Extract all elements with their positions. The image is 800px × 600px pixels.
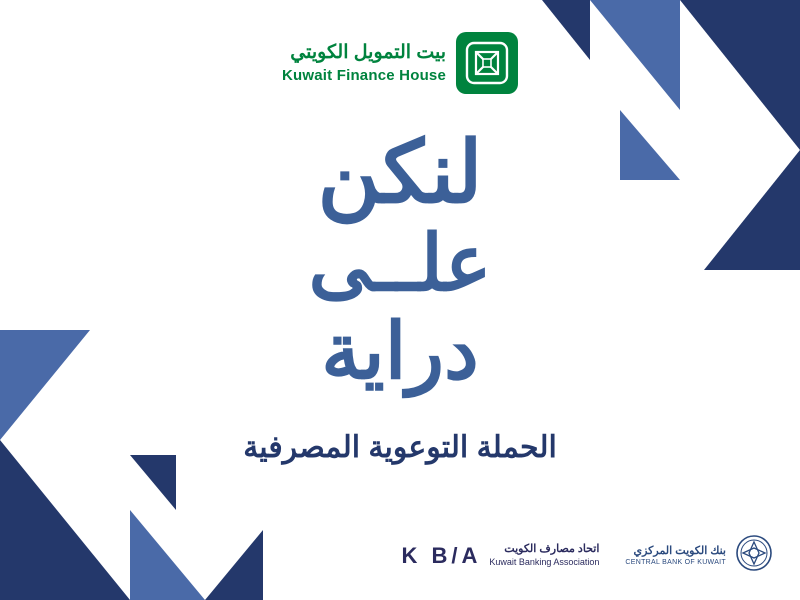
kba-name-english: Kuwait Banking Association: [489, 556, 600, 567]
campaign-subtitle: الحملة التوعوية المصرفية: [243, 431, 557, 464]
cbk-emblem-icon: [734, 533, 774, 578]
kba-logo-text: [489, 543, 599, 568]
decor-triangle-top-right-main: [680, 0, 800, 150]
decor-triangle-top-right-mid: [590, 0, 680, 110]
kba-logo: [401, 543, 599, 569]
headline: [0, 125, 800, 395]
decor-triangle-top-right-outer: [542, 0, 590, 60]
kfh-name-arabic: بيت التمويل الكويتي: [290, 41, 447, 63]
kba-name-arabic: اتحاد مصارف الكويت: [504, 543, 600, 555]
headline-line-3: دراية: [321, 307, 479, 395]
headline-line-2: علــى: [308, 219, 492, 307]
headline-line-1: لنكن: [317, 125, 483, 221]
footer-logos: [401, 533, 774, 578]
kfh-name-english: Kuwait Finance House: [281, 66, 447, 84]
decor-triangle-bottom-left-outer: [205, 530, 263, 600]
cbk-logo: [625, 533, 774, 578]
kfh-geometric-monogram-icon: [456, 32, 518, 94]
decor-triangle-bottom-left-light: [130, 510, 205, 600]
cbk-name-arabic: بنك الكويت المركزي: [633, 544, 726, 557]
cbk-logo-text: [625, 544, 726, 567]
kfh-logo-text: [282, 42, 446, 84]
kfh-logo: [282, 32, 518, 94]
cbk-name-english: CENTRAL BANK OF KUWAIT: [625, 559, 726, 567]
kba-monogram-icon: K B/A: [401, 542, 482, 568]
